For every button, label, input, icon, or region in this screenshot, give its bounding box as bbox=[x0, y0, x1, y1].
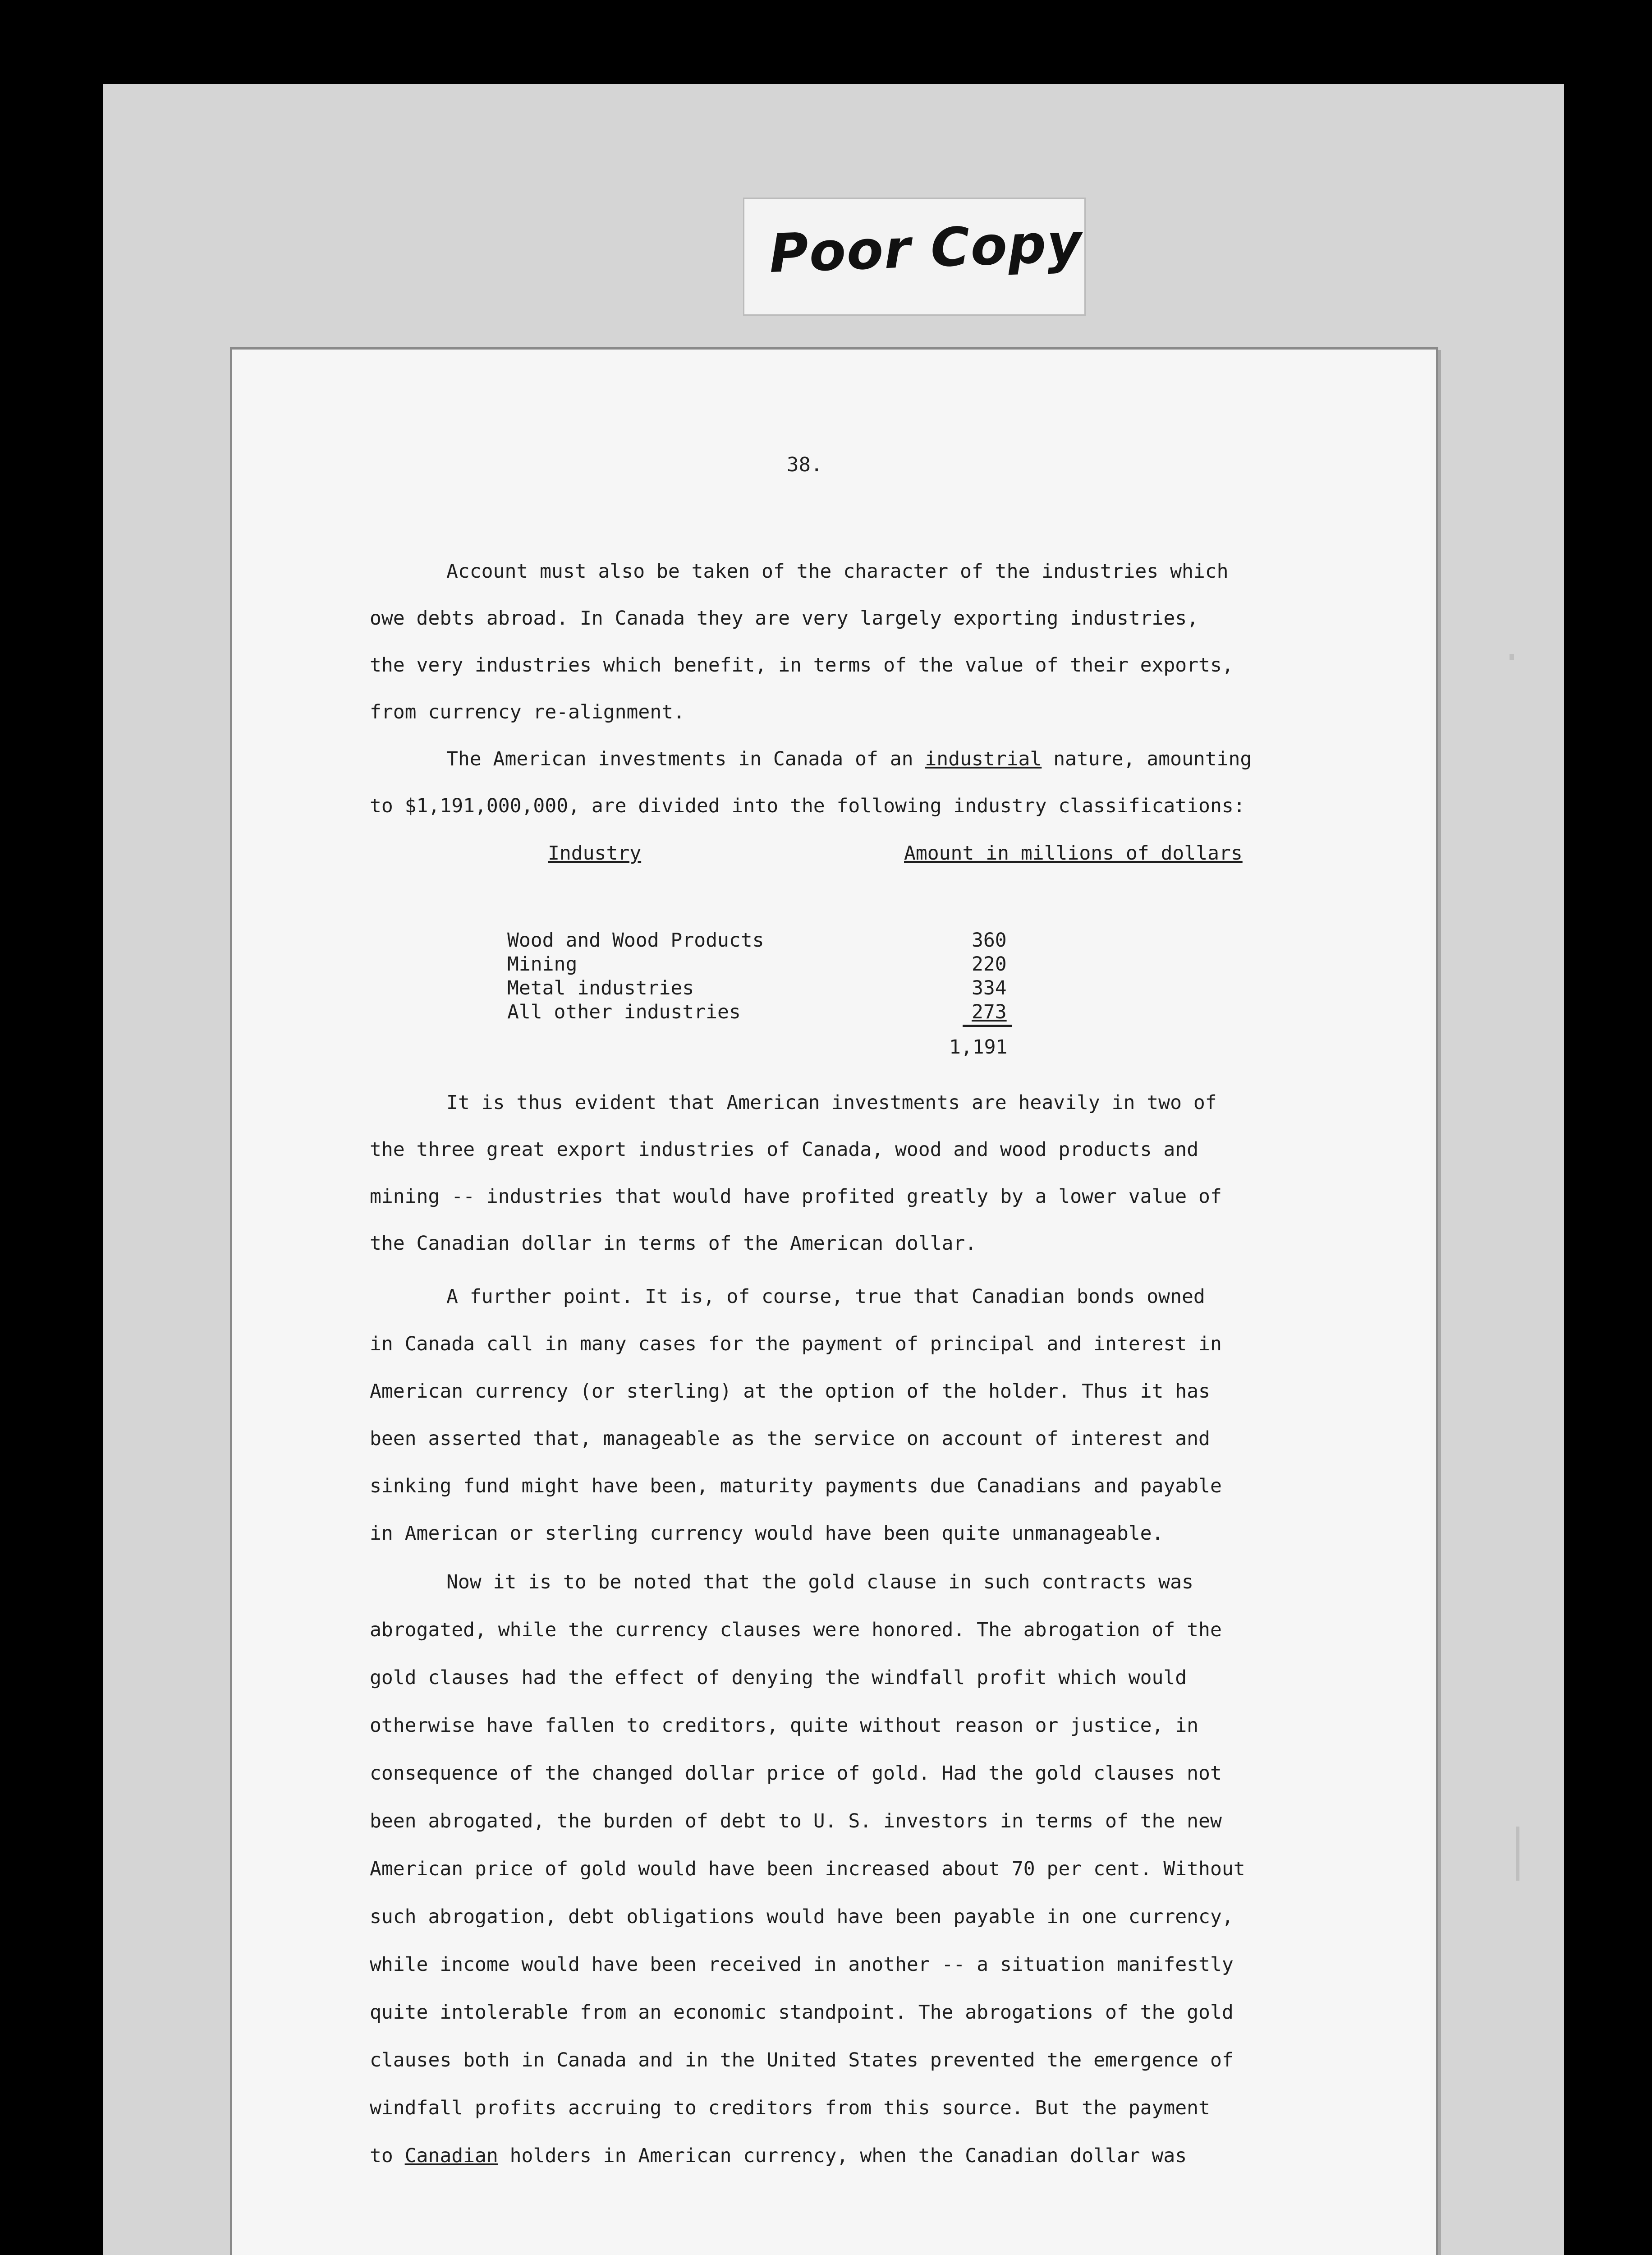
text-line: It is thus evident that American investments are heavily in two of bbox=[446, 1091, 1217, 1114]
text-line: clauses both in Canada and in the United States prevented the emergence of bbox=[370, 2049, 1234, 2071]
table-cell-amount: 334 bbox=[972, 977, 1007, 999]
text-line: such abrogation, debt obligations would have been payable in one currency, bbox=[370, 1905, 1234, 1928]
poor-copy-stamp bbox=[743, 198, 1086, 316]
emphasis-industrial: industrial bbox=[925, 748, 1042, 770]
text-line: abrogated, while the currency clauses were honored. The abrogation of the bbox=[370, 1619, 1222, 1641]
paragraph-3 bbox=[370, 1079, 1506, 1267]
text-line: windfall profits accruing to creditors from this source. But the payment bbox=[370, 2097, 1210, 2119]
text-line: gold clauses had the effect of denying the windfall profit which would bbox=[370, 1666, 1187, 1689]
table-cell-amount: 360 bbox=[972, 929, 1007, 952]
text-fragment: nature, amounting bbox=[1042, 748, 1252, 770]
paragraph-1 bbox=[370, 548, 1506, 829]
text-line: Account must also be taken of the character of the industries which bbox=[446, 560, 1229, 583]
table-cell-amount: 273 bbox=[972, 1001, 1007, 1023]
paragraph-5 bbox=[370, 1558, 1506, 2180]
page-number: 38. bbox=[787, 453, 823, 476]
text-line: American currency (or sterling) at the option of the holder. Thus it has bbox=[370, 1380, 1210, 1403]
industry-table bbox=[507, 929, 1138, 1025]
table-cell-industry: Mining bbox=[507, 953, 578, 976]
table-cell-industry: Wood and Wood Products bbox=[507, 929, 764, 952]
text-line: mining -- industries that would have profited greatly by a lower value of bbox=[370, 1185, 1222, 1208]
table-row bbox=[507, 929, 1138, 953]
table-row bbox=[507, 1001, 1138, 1025]
text-line: from currency re-alignment. bbox=[370, 701, 685, 723]
text-line: American price of gold would have been increased about 70 per cent. Without bbox=[370, 1858, 1245, 1880]
table-header-industry: Industry bbox=[548, 842, 642, 865]
table-row bbox=[507, 977, 1138, 1001]
table-sum-rule bbox=[963, 1025, 1012, 1027]
table-row bbox=[507, 953, 1138, 977]
text-fragment: The American investments in Canada of an bbox=[446, 748, 925, 770]
text-fragment: holders in American currency, when the Canadian dollar was bbox=[498, 2145, 1187, 2167]
text-line: A further point. It is, of course, true that Canadian bonds owned bbox=[446, 1285, 1205, 1308]
text-line: while income would have been received in another -- a situation manifestly bbox=[370, 1953, 1234, 1976]
text-line: in Canada call in many cases for the payment of principal and interest in bbox=[370, 1333, 1222, 1355]
text-line: quite intolerable from an economic standpoint. The abrogations of the gold bbox=[370, 2001, 1234, 2024]
text-line: sinking fund might have been, maturity payments due Canadians and payable bbox=[370, 1475, 1222, 1497]
text-line: the three great export industries of Canada, wood and wood products and bbox=[370, 1138, 1199, 1161]
emphasis-canadian: Canadian bbox=[404, 2145, 498, 2167]
text-line: been asserted that, manageable as the service on account of interest and bbox=[370, 1427, 1210, 1450]
text-line: the Canadian dollar in terms of the American dollar. bbox=[370, 1232, 977, 1255]
text-line bbox=[370, 2132, 1506, 2180]
table-cell-industry: All other industries bbox=[507, 1001, 741, 1023]
text-line bbox=[370, 736, 1506, 782]
paragraph-4 bbox=[370, 1273, 1506, 1557]
text-line: the very industries which benefit, in terms of the value of their exports, bbox=[370, 654, 1234, 676]
table-cell-industry: Metal industries bbox=[507, 977, 694, 999]
film-speck bbox=[1510, 654, 1514, 660]
table-header-amount: Amount in millions of dollars bbox=[904, 842, 1243, 865]
text-line: consequence of the changed dollar price of gold. Had the gold clauses not bbox=[370, 1762, 1222, 1785]
table-total: 1,191 bbox=[949, 1036, 1008, 1058]
text-line: in American or sterling currency would have been quite unmanageable. bbox=[370, 1522, 1164, 1545]
text-fragment: to bbox=[370, 2145, 405, 2167]
text-line: owe debts abroad. In Canada they are very largely exporting industries, bbox=[370, 607, 1199, 630]
document-page bbox=[230, 347, 1438, 2255]
film-speck bbox=[1516, 1827, 1519, 1881]
text-line: otherwise have fallen to creditors, quite without reason or justice, in bbox=[370, 1714, 1199, 1737]
text-line: been abrogated, the burden of debt to U. S. investors in terms of the new bbox=[370, 1810, 1222, 1832]
table-cell-amount: 220 bbox=[972, 953, 1007, 976]
poor-copy-stamp-text: Poor Copy bbox=[768, 211, 1084, 285]
text-line: Now it is to be noted that the gold clause in such contracts was bbox=[446, 1571, 1193, 1593]
text-line: to $1,191,000,000, are divided into the following industry classifications: bbox=[370, 795, 1245, 817]
